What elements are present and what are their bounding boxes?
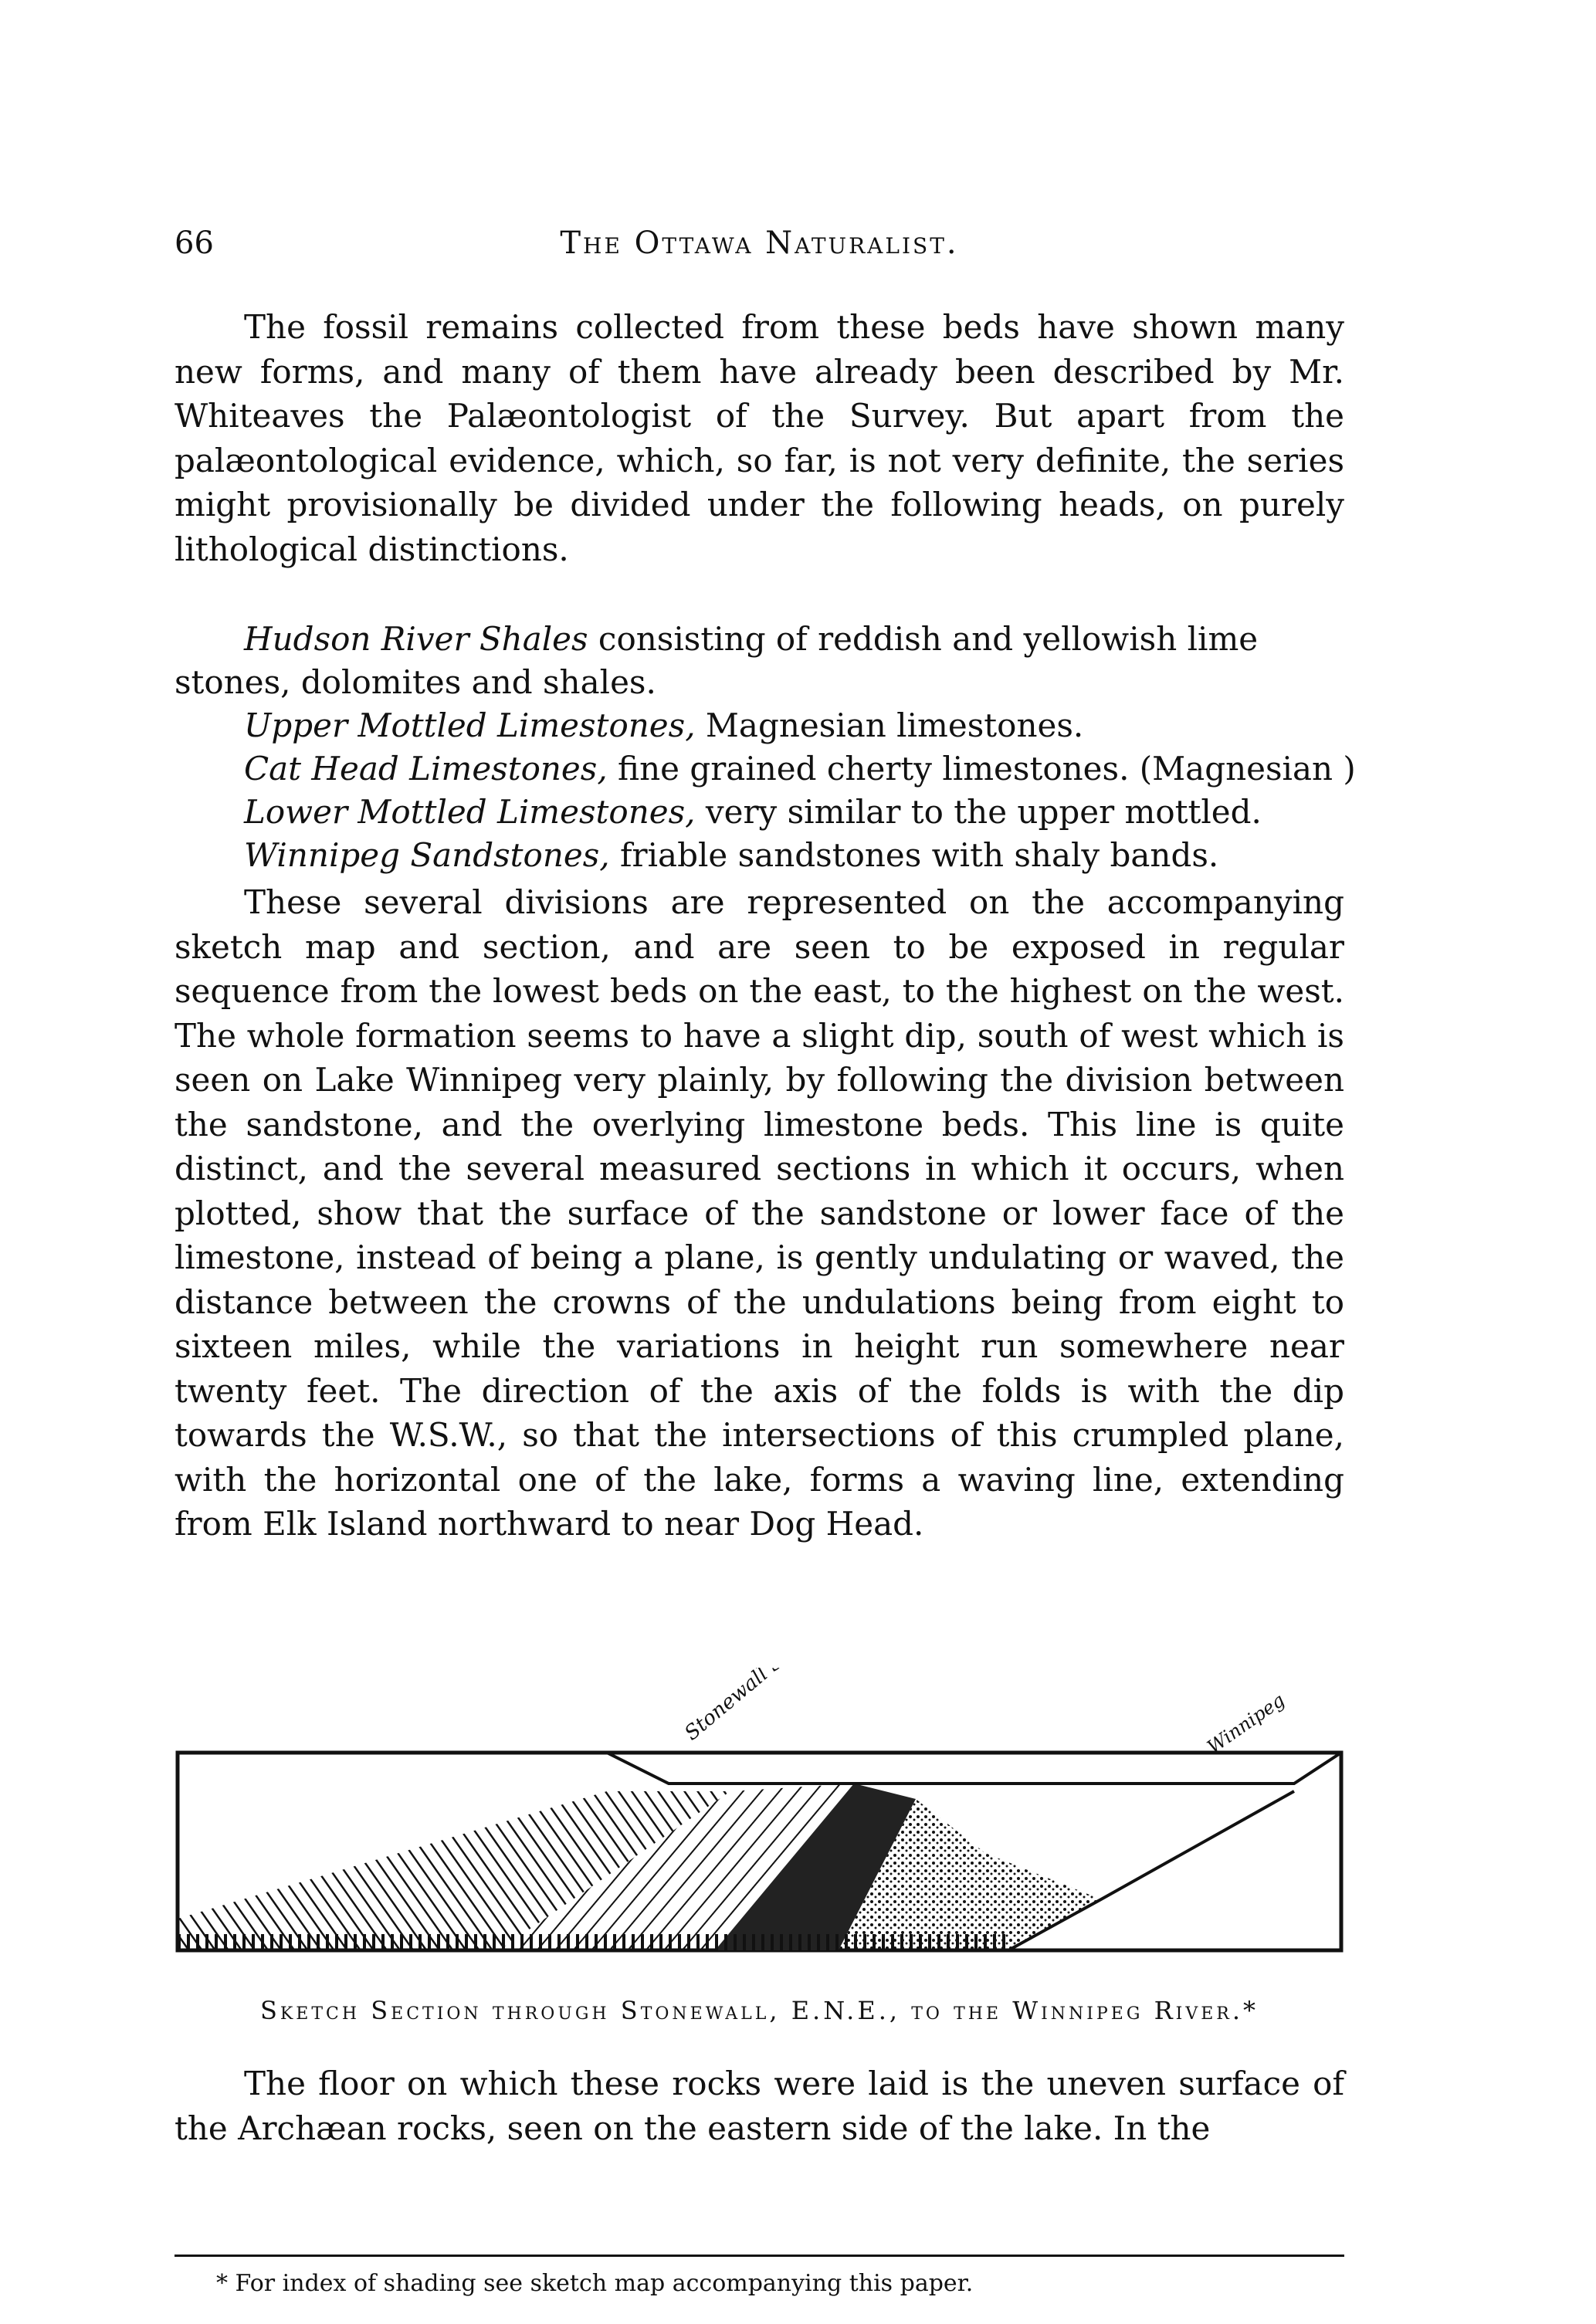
paragraph-1: The fossil remains collected from these beds have shown many new forms, and many of them have already been described by Mr. Whiteaves the Palæontologist of the Survey. But apart from the palæontological evidence, which, so far, is not very definite, the series might provisionally be divided under the following heads, on purely lithological distinctions. bbox=[175, 308, 1344, 568]
page-header bbox=[175, 225, 1344, 272]
division-name: Hudson River Shales bbox=[244, 620, 588, 658]
footnote-rule bbox=[175, 2255, 1344, 2257]
sketch-section-drawing bbox=[175, 1668, 1344, 1961]
divisions-list bbox=[175, 618, 1356, 877]
division-item bbox=[175, 704, 1344, 747]
page-number: 66 bbox=[175, 225, 214, 261]
sketch-section-figure bbox=[175, 1668, 1344, 1961]
division-item bbox=[175, 618, 1344, 704]
label-stonewall: Stonewall Stony Mt bbox=[680, 1668, 849, 1746]
paragraph-2: These several divisions are represented on the accompanying sketch map and section, and are seen to be exposed in regular sequence from the lowest beds on the east, to the highest on the west. The whole formation seems to have a slight dip, south of west which is seen on Lake Winnipeg very plainly, by following the division between the sandstone, and the overlying limestone beds. This line is quite distinct, and the several measured sections in which it occurs, when plotted, show that the surface of the sandstone or lower face of the limestone, instead of being a plane, is gently undulating or waved, the distance between the crowns of the undulations being from eight to sixteen miles, while the variations in height run somewhere near twenty feet. The direction of the axis of the folds is with the dip towards the W.S.W., so that the intersections of this crumpled plane, with the horizontal one of the lake, forms a waving line, extending from Elk Island northward to near Dog Head. bbox=[175, 883, 1344, 1543]
footnote: * For index of shading see sketch map accompanying this paper. bbox=[216, 2270, 974, 2297]
division-desc: Magnesian limestones. bbox=[695, 706, 1084, 744]
journal-title: The Ottawa Naturalist. bbox=[560, 225, 959, 261]
division-desc: fine grained cherty limestones. (Magnesian ) bbox=[607, 750, 1356, 788]
division-name: Upper Mottled Limestones, bbox=[244, 706, 696, 744]
label-winnipeg: Winnipeg bbox=[1203, 1689, 1289, 1758]
division-desc: very similar to the upper mottled. bbox=[695, 793, 1262, 831]
division-item bbox=[175, 747, 1356, 791]
division-name: Cat Head Limestones, bbox=[244, 750, 608, 788]
paragraph-1-block bbox=[175, 305, 1344, 571]
figure-caption: Sketch Section through Stonewall, E.N.E., to the Winnipeg River.* bbox=[259, 1996, 1259, 2025]
bed-base bbox=[178, 1934, 1008, 1950]
division-item bbox=[175, 791, 1344, 834]
division-desc: friable sandstones with shaly bands. bbox=[609, 836, 1219, 874]
division-name: Winnipeg Sandstones, bbox=[244, 836, 610, 874]
division-item bbox=[175, 834, 1344, 877]
paragraph-2-block bbox=[175, 880, 1344, 1547]
paragraph-3-block bbox=[175, 2061, 1344, 2150]
lake-bottom bbox=[1008, 1791, 1294, 1950]
division-name: Lower Mottled Limestones, bbox=[244, 793, 696, 831]
ground-surface bbox=[178, 1753, 1341, 1784]
division-desc: consisting of reddish and yellowish lime stones, dolomites and shales. bbox=[175, 620, 1259, 701]
paragraph-3: The floor on which these rocks were laid is the uneven surface of the Archæan rocks, seen on the eastern side of the lake. In the bbox=[175, 2065, 1344, 2147]
